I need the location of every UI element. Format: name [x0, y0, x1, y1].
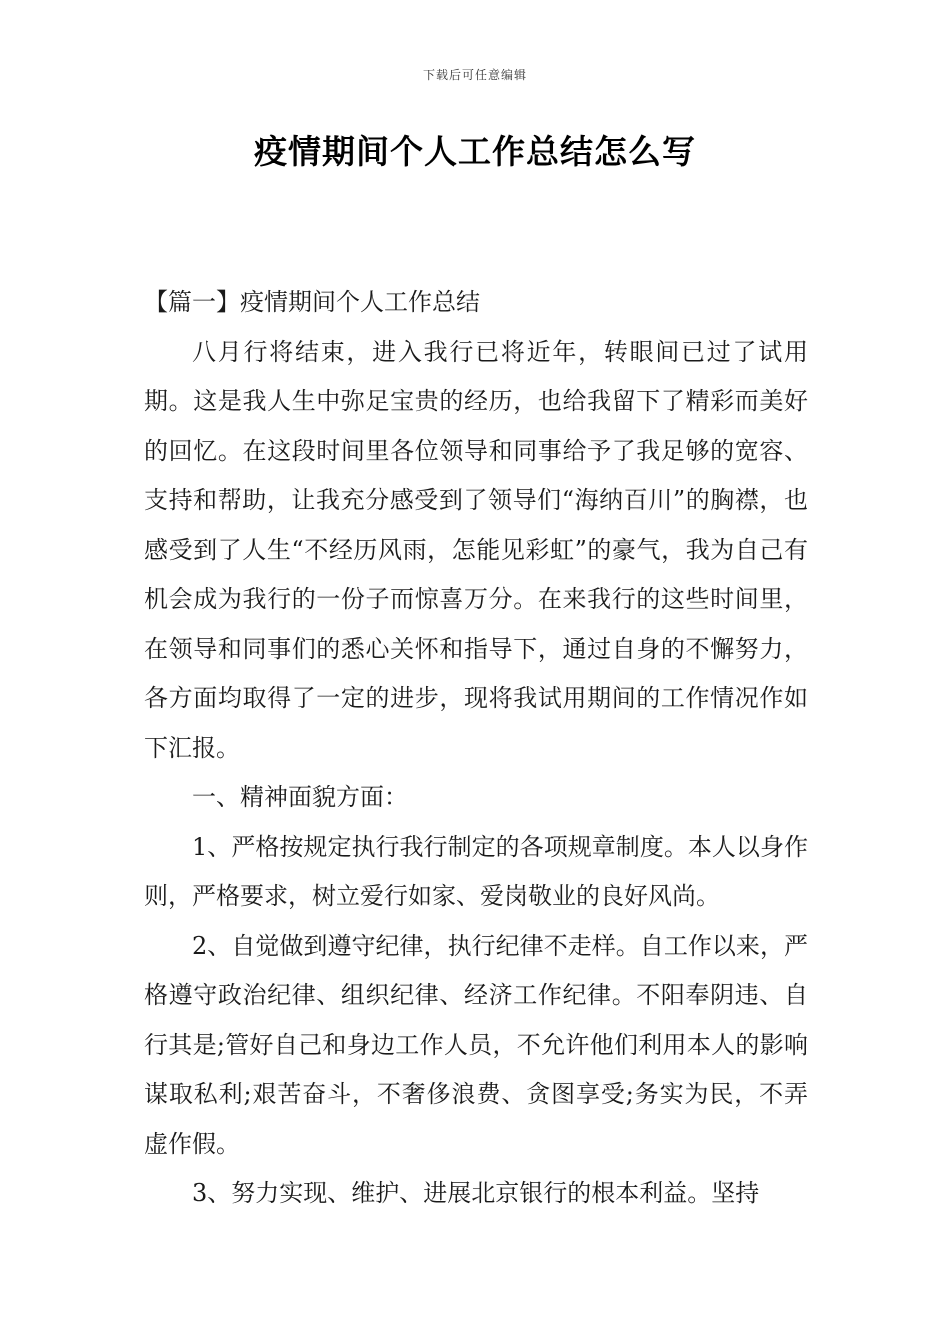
- paragraph: 3、努力实现、维护、进展北京银行的根本利益。坚持: [192, 1179, 760, 1207]
- paragraph: 八月行将结束，进入我行已将近年，转眼间已过了试用期。这是我人生中弥足宝贵的经历，也给我留下了精彩而美好的回忆。在这段时间里各位领导和同事给予了我足够的宽容、支持和帮助，让我充分感受到了领导们“海纳百川”的胸襟，也感受到了人生“不经历风雨，怎能见彩虹”的豪气，我为自己有机会成为我行的一份子而惊喜万分。在来我行的这些时间里，在领导和同事们的悉心关怀和指导下，通过自身的不懈努力，各方面均取得了一定的进步，现将我试用期间的工作情况作如下汇报。: [144, 337, 808, 762]
- document-body: [144, 278, 808, 1219]
- paragraph: 2、自觉做到遵守纪律，执行纪律不走样。自工作以来，严格遵守政治纪律、组织纪律、经济工作纪律。不阳奉阴违、自行其是;管好自己和身边工作人员，不允许他们利用本人的影响谋取私利;艰苦奋斗，不奢侈浪费、贪图享受;务实为民，不弄虚作假。: [144, 931, 808, 1158]
- document-title: 疫情期间个人工作总结怎么写: [254, 132, 696, 171]
- subheading-paragraph: 一、精神面貌方面：: [192, 783, 408, 811]
- paragraph: 1、严格按规定执行我行制定的各项规章制度。本人以身作则，严格要求，树立爱行如家、爱岗敬业的良好风尚。: [144, 832, 808, 910]
- section-heading: 【篇一】疫情期间个人工作总结: [144, 288, 480, 316]
- header-note: 下载后可任意编辑: [422, 68, 527, 82]
